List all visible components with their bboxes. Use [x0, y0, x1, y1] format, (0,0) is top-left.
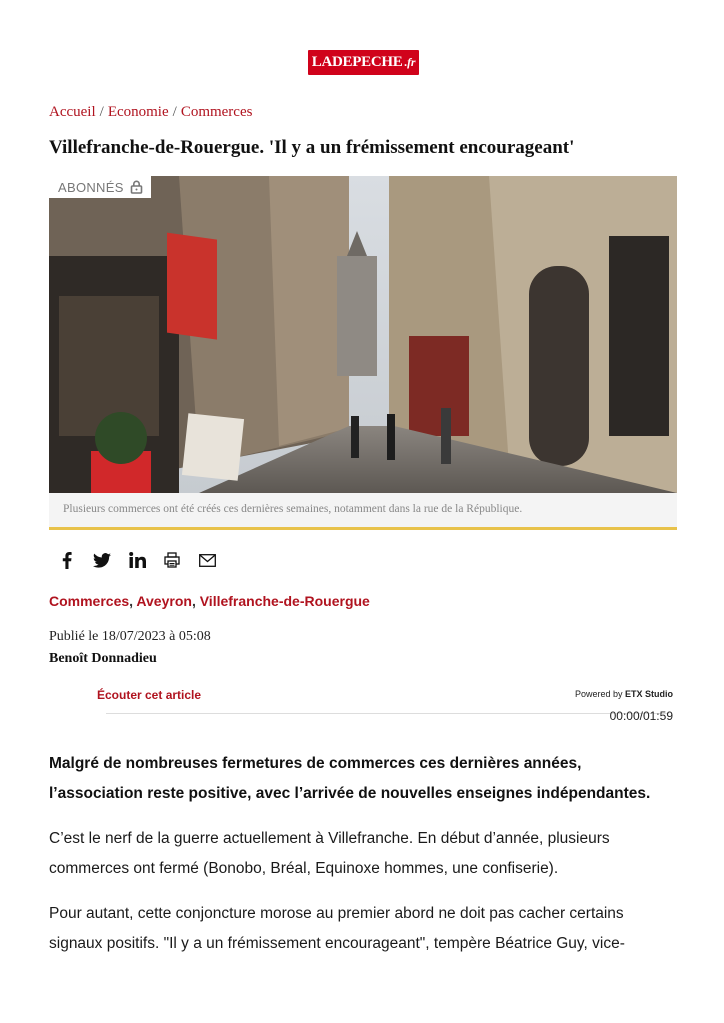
publication-date: Publié le 18/07/2023 à 05:08	[49, 629, 211, 644]
powered-by-prefix: Powered by	[574, 689, 623, 699]
breadcrumb	[49, 104, 252, 121]
subscriber-badge	[49, 176, 151, 198]
share-bar	[58, 551, 216, 569]
linkedin-icon[interactable]	[128, 551, 146, 569]
breadcrumb-link-economie[interactable]: Economie	[107, 104, 169, 120]
article-tags: Commerces, Aveyron, Villefranche-de-Rouergue	[49, 593, 370, 609]
image-caption: Plusieurs commerces ont été créés ces dernières semaines, notamment dans la rue de la République.	[63, 503, 523, 515]
article-lead: Malgré de nombreuses fermetures de commerces ces dernières années, l’association reste positive, avec l’arrivée de nouvelles enseignes indépendantes.	[49, 755, 651, 802]
article-hero-image	[49, 176, 677, 493]
image-caption-box	[49, 493, 677, 530]
logo-suffix: .fr	[404, 55, 416, 69]
breadcrumb-link-commerces[interactable]: Commerces	[180, 104, 253, 120]
article-author[interactable]: Benoît Donnadieu	[49, 651, 157, 666]
breadcrumb-link-accueil[interactable]: Accueil	[49, 104, 96, 120]
print-icon[interactable]	[163, 551, 181, 569]
article-body	[49, 749, 673, 974]
tag-link[interactable]: Commerces	[49, 593, 130, 609]
breadcrumb-separator: /	[99, 104, 104, 120]
breadcrumb-separator: /	[172, 104, 177, 120]
subscriber-badge-label: ABONNÉS	[58, 179, 124, 195]
audio-progress-track[interactable]	[106, 713, 669, 714]
article-paragraph: Pour autant, cette conjoncture morose au premier abord ne doit pas cacher certains signaux positifs. "Il y a un frémissement encourageant", tempère Béatrice Guy, vice-	[49, 905, 625, 952]
article-paragraph: C’est le nerf de la guerre actuellement à Villefranche. En début d’année, plusieurs commerces ont fermé (Bonobo, Bréal, Equinoxe hommes, une confiserie).	[49, 830, 610, 877]
audio-time: 00:00/01:59	[609, 709, 673, 723]
tag-link[interactable]: Villefranche-de-Rouergue	[199, 593, 370, 609]
audio-player	[49, 686, 677, 726]
site-logo[interactable]	[308, 50, 419, 75]
article-title: Villefranche-de-Rouergue. 'Il y a un frémissement encourageant'	[49, 137, 575, 158]
street-photo	[49, 176, 677, 493]
facebook-icon[interactable]	[58, 551, 76, 569]
audio-powered-by	[575, 689, 673, 699]
listen-article-button[interactable]: Écouter cet article	[97, 688, 202, 702]
twitter-icon[interactable]	[93, 551, 111, 569]
email-icon[interactable]	[198, 551, 216, 569]
tag-link[interactable]: Aveyron	[136, 593, 192, 609]
logo-main: LADEPECHE	[311, 54, 403, 70]
lock-icon	[130, 180, 143, 194]
powered-by-brand[interactable]: ETX Studio	[625, 689, 673, 699]
